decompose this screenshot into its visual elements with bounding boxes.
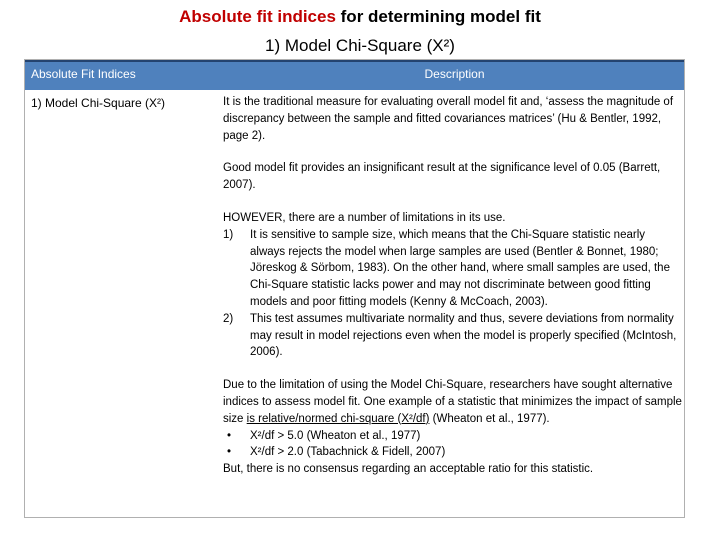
fit-indices-table [24, 59, 685, 518]
list-item [223, 428, 683, 445]
bullet-text: X²/df > 5.0 (Wheaton et al., 1977) [250, 429, 421, 442]
list-item [223, 444, 683, 461]
bullet-icon: • [227, 446, 232, 459]
bullet-text: X²/df > 2.0 (Tabachnick & Fidell, 2007) [250, 446, 446, 459]
p4-post: (Wheaton et al., 1977). [429, 412, 550, 425]
desc-paragraph-3: HOWEVER, there are a number of limitations in its use. [223, 211, 506, 224]
row-label-chi-square: 1) Model Chi-Square (X²) [31, 96, 166, 110]
header-description: Description [424, 67, 485, 81]
desc-paragraph-5: But, there is no consensus regarding an acceptable ratio for this statistic. [223, 463, 594, 476]
list-number: 2) [223, 312, 234, 325]
p4-pre: Due to the limitation of using the Model Chi-Square, researchers have sought alternative indices to assess model fit. One example of a statistic that minimizes the impact of sample size [223, 379, 682, 425]
title-highlight: Absolute fit indices [179, 7, 336, 26]
thresholds-list [223, 428, 683, 462]
desc-paragraph-2: Good model fit provides an insignificant result at the significance level of 0.05 (Barrett, 2007). [223, 162, 661, 192]
slide-subtitle: 1) Model Chi-Square (X²) [265, 36, 455, 55]
list-text: It is sensitive to sample size, which means that the Chi-Square statistic nearly always rejects the model when large samples are used (Bentler & Bonnet, 1980; Jöreskog & Sörbom, 1983). On the other hand, where small samples are used, the Chi-Square statistic lacks power and may not discriminate between good fitting models and poor fitting models (Kenny & McCoach, 2003). [250, 228, 670, 308]
desc-paragraph-1: It is the traditional measure for evaluating overall model fit and, ‘assess the magnitude of discrepancy between the sample and fitted covariances matrices’ (Hu & Bentler, 1992, page 2). [223, 96, 674, 142]
list-item [223, 227, 683, 311]
title-rest: for determining model fit [335, 7, 541, 26]
relative-chi-square-text: is relative/normed chi-square (X²/df) [246, 412, 430, 425]
list-text: This test assumes multivariate normality and thus, severe deviations from normality may result in model rejections even when the model is properly specified (McIntosh, 2006). [250, 312, 677, 359]
header-absolute-fit-indices: Absolute Fit Indices [31, 67, 136, 81]
list-item [223, 311, 683, 361]
desc-paragraph-4 [223, 377, 683, 427]
description-cell [223, 94, 683, 478]
bullet-icon: • [227, 429, 232, 442]
table-header [25, 60, 684, 90]
list-number: 1) [223, 228, 234, 241]
limitations-list [223, 227, 683, 361]
slide-title [0, 6, 720, 28]
